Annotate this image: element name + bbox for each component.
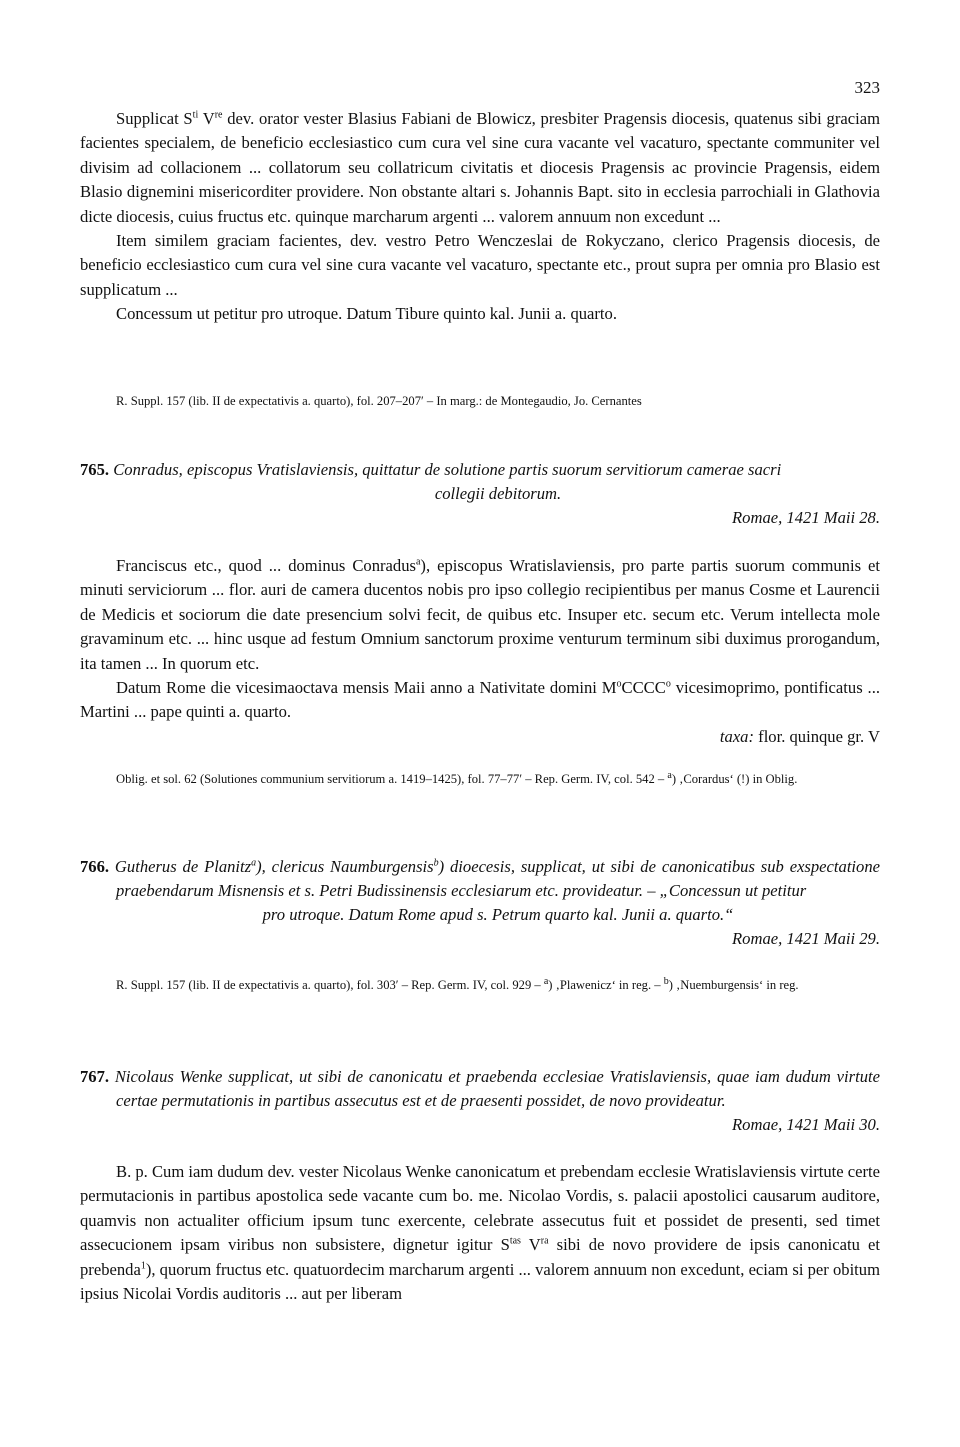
- page-number: 323: [854, 78, 880, 97]
- entry-date: Romae, 1421 Maii 29.: [732, 929, 880, 948]
- entry-date: Romae, 1421 Maii 30.: [732, 1115, 880, 1134]
- entry-heading: 767. Nicolaus Wenke supplicat, ut sibi de canonicatu et praebenda ecclesiae Vratislaviensis, quae iam dudum virtute certae permutationis in partibus assecutus est et de praesenti possidet, de novo provideatur.: [80, 1067, 880, 1110]
- entry-date: Romae, 1421 Maii 28.: [732, 508, 880, 527]
- entry-765-body: [80, 554, 880, 749]
- source-note: R. Suppl. 157 (lib. II de expectativis a. quarto), fol. 303′ – Rep. Germ. IV, col. 929 – $^a$) ‚Plawenicz‘ in reg. – $^b$) ‚Nuemburgensis‘ in reg.: [116, 975, 799, 992]
- supplication-block: [80, 107, 880, 327]
- paragraph: Concessum ut petitur pro utroque. Datum Tibure quinto kal. Junii a. quarto.: [116, 304, 617, 324]
- paragraph: Supplicat $S^{ti}$ Vre dev. orator vester Blasius Fabiani de Blowicz, presbiter Pragensis diocesis, quatenus sibi graciam facientes specialem, de beneficio ecclesiastico cum cura vel sine cura vacante vel vacaturo, spectante communiter vel divisim ad collacionem ... collatorum seu collatricum civitatis et diocesis Pragensis ac provincie Pragensis, eidem Blasio dignemini misericorditer providere. Non obstante altari s. Johannis Bapt. sito in ecclesia parrochiali in Glathovia dicte diocesis, cuius fructus etc. quinque marcharum argenti ... valorem annuum non excedunt ...: [80, 109, 880, 226]
- taxa: taxa: flor. quinque gr. V: [719, 726, 880, 746]
- entry-767-body: [80, 1160, 880, 1306]
- entry-765: [80, 458, 880, 530]
- paragraph: Franciscus etc., quod ... dominus Conradus$^a$), episcopus Wratislaviensis, pro parte partis suorum communis et minuti serviciorum ... flor. auri de camera ducentos nobis pro ipso collegio recipientibus per manus Cosme et Laurencii de Medicis et sociorum die date presencium solvi fecit, de quibus etc. Insuper etc. secum etc. Verum intellecta mole gravaminum etc. ... hinc usque ad festum Omnium sanctorum proxime venturum terminum sibi duximus prorogandum, ita tamen ... In quorum etc.: [80, 556, 880, 673]
- source-note: Oblig. et sol. 62 (Solutiones communium servitiorum a. 1419–1425), fol. 77–77′ – Rep. Germ. IV, col. 542 – $^a$) ‚Corardus‘ (!) in Oblig.: [116, 769, 798, 786]
- entry-766: [80, 855, 880, 951]
- paragraph: B. p. Cum iam dudum dev. vester Nicolaus Wenke canonicatum et prebendam ecclesie Wratislaviensis virtute certe permutacionis in partibus apostolica sede vacante cum bo. me. Nicolao Vordis, s. palacii apostolici causarum auditore, quamvis non actualiter officium ipsum tunc exercente, celebrate assecutus fuit et possidet de presenti, sed timet assecucionem ipsam viribus non subsistere, dignetur igitur $S^{tas}$ $V^{ra}$ sibi de novo providere de ipsis canonicatu et prebenda$^1$), quorum fructus etc. quatuordecim marcharum argenti ... valorem annuum non excedunt, eciam si per obitum ipsius Nicolai Vordis auditoris ... aut per liberam: [80, 1162, 880, 1304]
- paragraph: Datum Rome die vicesimaoctava mensis Maii anno a Nativitate domini $M^oCCCC^o$ vicesimoprimo, pontificatus ... Martini ... pape quinti a. quarto.: [80, 678, 880, 722]
- entry-767: [80, 1065, 880, 1137]
- paragraph: Item similem graciam facientes, dev. vestro Petro Wenczeslai de Rokyczano, clerico Pragensis diocesis, de beneficio ecclesiastico cum cura vel sine cura vacante vel vacaturo, spectante etc., prout supra per omnia pro Blasio est supplicatum ...: [80, 231, 880, 299]
- source-note: R. Suppl. 157 (lib. II de expectativis a. quarto), fol. 207–207′ – In marg.: de Montegaudio, Jo. Cernantes: [116, 394, 642, 408]
- entry-heading: 765. Conradus, episcopus Vratislaviensis, quittatur de solutione partis suorum servitiorum camerae sacri collegii debitorum.: [80, 460, 782, 503]
- entry-heading: 766. Gutherus de Planitz$^a$), clericus Naumburgensis$^b$) dioecesis, supplicat, ut sibi de canonicatibus sub exspectatione praebendarum Misnensis et s. Petri Budissinensis ecclesiarum etc. provideatur. – „Concessun ut petitur pro utroque. Datum Rome apud s. Petrum quarto kal. Junii a. quarto.“: [80, 857, 881, 924]
